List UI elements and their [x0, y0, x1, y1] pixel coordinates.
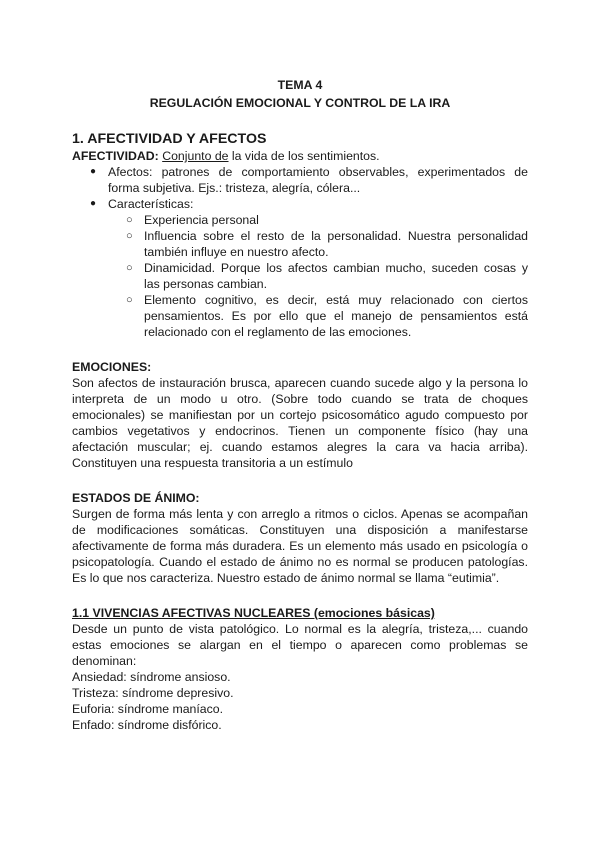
afectividad-rest: la vida de los sentimientos. [228, 149, 380, 163]
document-subtitle: REGULACIÓN EMOCIONAL Y CONTROL DE LA IRA [149, 96, 451, 110]
list-item: ● Características: ○ Experiencia personal ○ Influencia sobre el resto de la personalidad. Nuestra personalidad también influye en nuestro afecto. ○ Dinamicidad. Porque los afectos cambian mucho, suceden cosas y las personas cambian. ○ Elemento cognitivo, es decir, está muy relacionado con ciertos pensamientos. Es por ello que el manejo de pensamientos está relacionado con el reglamento de las emociones. [90, 197, 528, 339]
syndrome-line: Enfado: síndrome disfórico. [72, 718, 222, 732]
list-item: ○ Influencia sobre el resto de la personalidad. Nuestra personalidad también influye en nuestro afecto. [126, 229, 528, 259]
list-item: ○ Elemento cognitivo, es decir, está muy relacionado con ciertos pensamientos. Es por ello que el manejo de pensamientos está relacionado con el reglamento de las emociones. [126, 293, 528, 339]
estados-heading: ESTADOS DE ÁNIMO: [72, 491, 200, 505]
estados-text: Surgen de forma más lenta y con arreglo a ritmos o ciclos. Apenas se acompañan de modificaciones somáticas. Constituyen una disposición a manifestarse afectivamente de forma más duradera. Es un elemento más usado en psicología o psicopatología. Cuando el estado de ánimo no es normal se producen patologías. Es lo que nos caracteriza. Nuestro estado de ánimo normal se llama “eutimia”. [72, 507, 528, 585]
characteristics-list [108, 212, 528, 340]
document-page [72, 0, 528, 733]
vivencias-heading: 1.1 VIVENCIAS AFECTIVAS NUCLEARES (emociones básicas) [72, 606, 435, 620]
emociones-heading: EMOCIONES: [72, 360, 152, 374]
afectividad-label: AFECTIVIDAD: [72, 149, 159, 163]
bullet-icon: ● [90, 198, 97, 209]
circle-bullet-icon: ○ [126, 214, 133, 226]
vivencias-intro: Desde un punto de vista patológico. Lo normal es la alegría, tristeza,... cuando estas emociones se alargan en el tiempo o aparecen como problemas se denominan: [72, 622, 528, 668]
list-item: ○ Experiencia personal [126, 213, 259, 227]
section-heading: 1. AFECTIVIDAD Y AFECTOS [72, 131, 267, 147]
afectividad-underlined: Conjunto de [162, 149, 229, 163]
syndrome-line: Euforia: síndrome maníaco. [72, 702, 224, 716]
circle-bullet-icon: ○ [126, 294, 133, 306]
syndrome-line: Ansiedad: síndrome ansioso. [72, 670, 231, 684]
document-title: TEMA 4 [277, 78, 323, 92]
list-item: ○ Dinamicidad. Porque los afectos cambian mucho, suceden cosas y las personas cambian. [126, 261, 528, 291]
afectividad-definition [72, 148, 528, 164]
afectos-list [72, 164, 528, 340]
bullet-icon: ● [90, 166, 97, 177]
circle-bullet-icon: ○ [126, 262, 133, 274]
circle-bullet-icon: ○ [126, 230, 133, 242]
emociones-text: Son afectos de instauración brusca, aparecen cuando sucede algo y la persona lo interpreta de un modo u otro. (Sobre todo cuando se trata de choques emocionales) se manifiestan por un cortejo psicosomático agudo compuesto por cambios vegetativos y endocrinos. Tienen un componente físico (hay una afectación muscular; ej. cuando estamos alegres la cara va hacia arriba). Constituyen una respuesta transitoria a un estímulo [72, 376, 528, 470]
syndrome-line: Tristeza: síndrome depresivo. [72, 686, 234, 700]
list-item: ● Afectos: patrones de comportamiento observables, experimentados de forma subjetiva. Ejs.: tristeza, alegría, cólera... [90, 165, 528, 195]
